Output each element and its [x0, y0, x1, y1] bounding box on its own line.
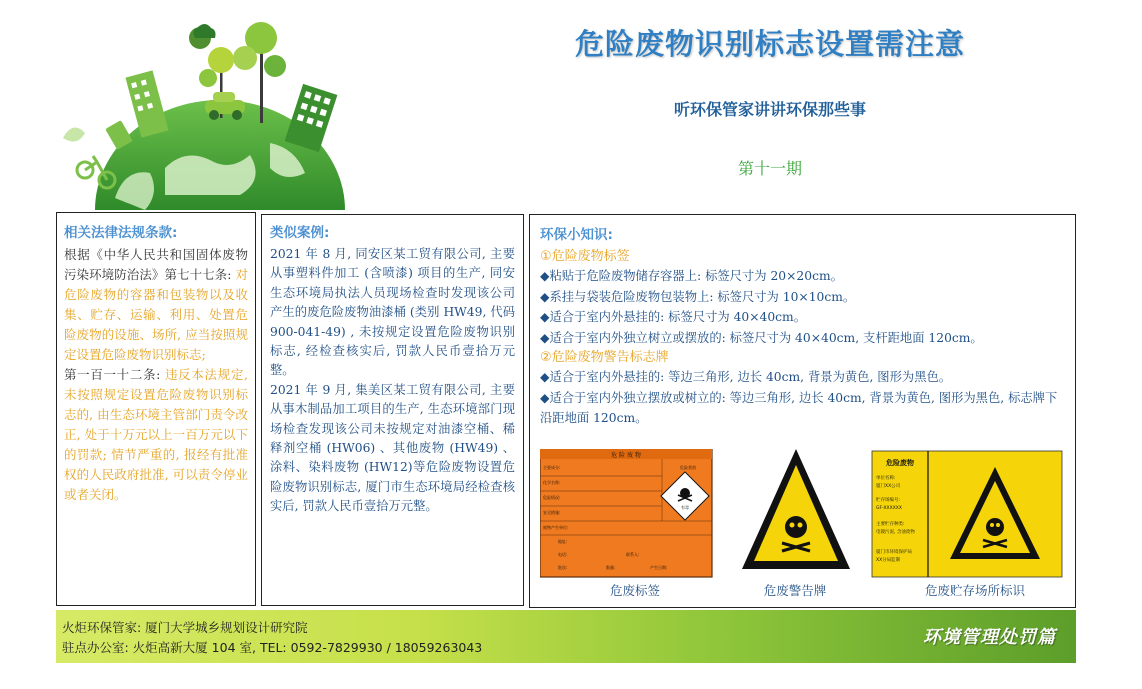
case-1: 2021 年 8 月, 同安区某工贸有限公司, 主要从事塑料件加工 (含喷漆) 项目的生产, 同安生态环境局执法人员现场检查时发现该公司产生的废危险废物油漆桶 (类别 HW49, 代码 900-041-49) , 未按规定设置危险废物识别标志, 经检查核实后, 罚款人民币壹拾万元整。 — [270, 247, 515, 378]
store-sign-line: 单位名称: — [876, 476, 896, 481]
label-sign-extra: 数量: — [606, 565, 616, 570]
sign-label-warning: 危废警告牌 — [763, 583, 827, 598]
label-sign-extra: 联系人: — [626, 552, 640, 557]
law-text — [64, 245, 248, 505]
label-rule-2: ◆系挂与袋装危险废物包装物上: 标签尺寸为 10×10cm。 — [540, 289, 856, 304]
store-sign-line: 主要贮存种类: — [876, 522, 905, 527]
warning-section-title: ②危险废物警告标志牌 — [540, 350, 669, 365]
sign-examples — [540, 449, 1065, 579]
store-sign-title: 危险废物 — [886, 459, 914, 467]
label-rule-1: ◆粘贴于危险废物储存容器上: 标签尺寸为 20×20cm。 — [540, 269, 843, 283]
store-sign-line: 厦门XX公司 — [876, 484, 901, 489]
eco-earth-illustration — [55, 18, 385, 210]
label-sign-side: 危险类别 — [680, 465, 696, 470]
case-2: 2021 年 9 月, 集美区某工贸有限公司, 主要从事木制品加工项目的生产, 生态环境部门现场检查发现该公司未按规定对油漆空桶、稀释剂空桶 (HW06) 、其他废物 (HW49) 、涂料、染料废物 (HW12)等危险废物设置危险废物识别标志, 厦门市生态环境局经检查核实后, 罚款人民币壹拾万元整。 — [270, 382, 515, 514]
store-sign-line: XX分局监制 — [876, 558, 901, 563]
label-section-title: ①危险废物标签 — [540, 249, 630, 264]
law-panel — [56, 212, 256, 606]
cases-panel — [261, 214, 524, 606]
issue-number: 第十一期 — [737, 159, 802, 178]
label-sign-toxic: 有毒 — [681, 505, 689, 510]
label-rule-4: ◆适合于室内外独立树立或摆放的: 标签尺寸为 40×40cm, 支杆距地面 120cm。 — [540, 330, 983, 345]
store-sign-line: 厦门市环境保护局 — [876, 550, 912, 555]
law-article-112-title: 第一百一十二条: — [64, 367, 166, 382]
label-sign-row: 废物产生单位: — [543, 525, 569, 530]
knowledge-heading: 环保小知识: — [540, 227, 613, 243]
label-sign-row: 地址: — [558, 539, 568, 544]
footer-contact: 驻点办公室: 火炬高新大厦 104 室, TEL: 0592-7829930 / 18059263043 — [62, 640, 483, 655]
label-sign-row: 电话: — [558, 552, 568, 557]
footer-org: 火炬环保管家: 厦门大学城乡规划设计研究院 — [62, 620, 308, 635]
label-sign-row: 化学名称: — [543, 480, 561, 485]
footer-brand: 环境管理处罚篇 — [923, 627, 1056, 648]
label-sign-title: 危 险 废 物 — [611, 452, 641, 459]
law-heading: 相关法律法规条款: — [64, 225, 178, 241]
label-sign-row: 安全措施: — [543, 510, 561, 515]
label-sign-row: 批次: — [558, 565, 568, 570]
page-title: 危险废物识别标志设置需注意 — [574, 27, 965, 61]
label-rule-3: ◆适合于室内外悬挂的: 标签尺寸为 40×40cm。 — [540, 310, 807, 324]
cases-heading: 类似案例: — [270, 225, 330, 241]
storage-site-sign — [872, 451, 1062, 577]
warning-rule-1: ◆适合于室内外悬挂的: 等边三角形, 边长 40cm, 背景为黄色, 图形为黑色。 — [540, 370, 952, 384]
hazard-label-sign — [540, 449, 712, 577]
label-sign-row: 主要成分: — [543, 465, 561, 470]
store-sign-line: 贮存场编号: — [876, 498, 901, 503]
store-sign-line: GF-XXXXXX — [876, 506, 902, 511]
sign-label-storage: 危废贮存场所标识 — [924, 583, 1025, 598]
law-article-77: 对危险废物的容器和包装物以及收集、贮存、运输、利用、处置危险废物的设施、场所, 应当按照规定设置危险废物识别标志; — [64, 267, 248, 362]
page-subtitle: 听环保管家讲讲环保那些事 — [673, 100, 866, 119]
label-sign-row: 危险情况: — [543, 495, 561, 500]
sign-label-hazard-label: 危废标签 — [609, 583, 660, 598]
label-sign-extra: 产生日期: — [650, 565, 668, 570]
warning-rule-2: ◆适合于室内外独立摆放或树立的: 等边三角形, 边长 40cm, 背景为黄色, 图形为黑色, 标志牌下沿距地面 120cm。 — [540, 390, 1058, 425]
footer-banner — [56, 610, 1076, 663]
warning-triangle-sign — [742, 449, 850, 569]
law-article-112: 违反本法规定, 未按照规定设置危险废物识别标志的, 由生态环境主管部门责令改正, 处于十万元以上一百万元以下的罚款; 情节严重的, 报经有批准权的人民政府批准, 可以责令停业或者关闭。 — [64, 367, 248, 502]
law-intro: 根据《中华人民共和国固体废物污染环境防治法》第七十七条: — [64, 247, 248, 282]
store-sign-line: 电镀污泥, 含油废物 — [876, 530, 915, 535]
knowledge-panel — [529, 214, 1076, 608]
